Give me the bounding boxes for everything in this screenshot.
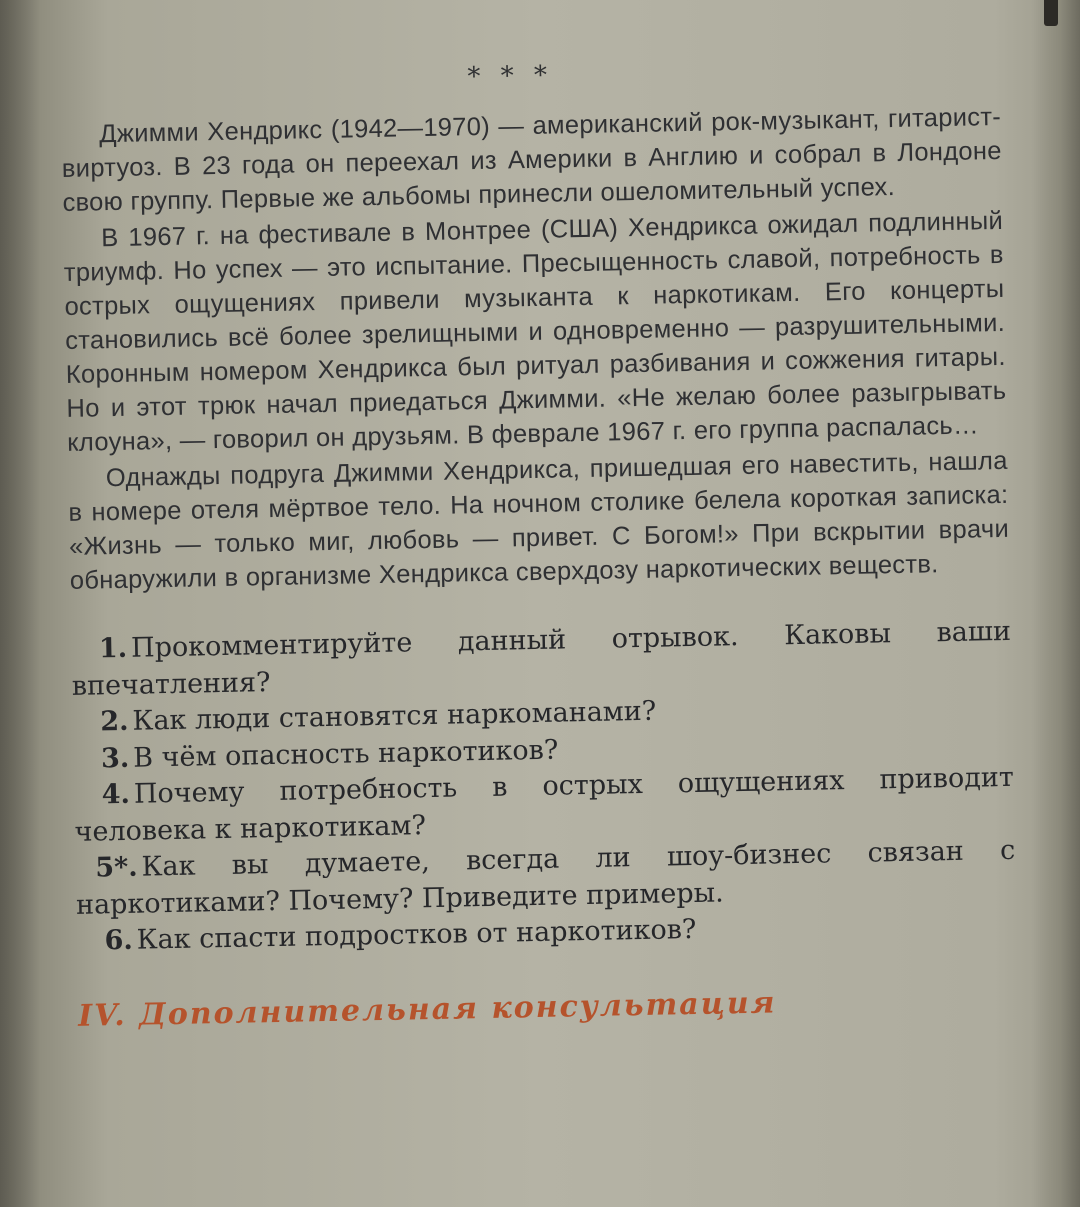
story-paragraph: Джимми Хендрикс (1942—1970) — американский рок-музыкант, гитарист-виртуоз. В 23 года он переехал из Америки в Англию и собрал в Лондоне свою группу. Первые же альбомы принесли ошеломительный успех. bbox=[61, 102, 1002, 217]
question-list bbox=[71, 614, 1017, 960]
question-text: Как спасти подростков от наркотиков? bbox=[136, 913, 697, 956]
question-text: Как люди становятся наркоманами? bbox=[132, 695, 657, 737]
question-number: 1. bbox=[98, 632, 128, 665]
story-text bbox=[61, 100, 1010, 598]
book-page bbox=[60, 52, 1018, 1033]
section-separator: * * * bbox=[467, 60, 554, 93]
next-section-heading: IV. Дополнительная консультация bbox=[77, 984, 777, 1034]
question-number: 6. bbox=[104, 924, 134, 957]
story-paragraph: В 1967 г. на фестивале в Монтрее (США) Хендрикса ожидал подлинный триумф. Но успех — это испытание. Пресыщенность славой, потребность в острых ощущениях привели музыканта к наркотикам. Его концерты становились всё более зрелищными и одновременно — разрушительными. Коронным номером Хендрикса был ритуал разбивания и сожжения гитары. Но и этот трюк начал приедаться Джимми. «Не желаю более разыгрывать клоуна», — говорил он друзьям. В феврале 1967 г. его группа распалась… bbox=[63, 206, 1007, 457]
page-shadow-right bbox=[1032, 0, 1080, 1207]
story-paragraph: Однажды подруга Джимми Хендрикса, пришедшая его навестить, нашла в номере отеля мёртвое тело. На ночном столике белела короткая записка: «Жизнь — только миг, любовь — привет. С Богом!» При вскрытии врачи обнаружили в организме Хендрикса сверхдозу наркотических веществ. bbox=[68, 446, 1010, 595]
question-text: Прокомментируйте данный отрывок. Каковы ваши впечатления? bbox=[71, 615, 1012, 702]
question-text: Почему потребность в острых ощущениях приводит человека к наркотикам? bbox=[74, 761, 1015, 848]
question-number: 2. bbox=[100, 705, 129, 738]
question-number: 4. bbox=[101, 778, 131, 811]
page-shadow-left bbox=[0, 0, 40, 1207]
question-number: 5*. bbox=[95, 851, 138, 884]
question-number: 3. bbox=[100, 742, 130, 774]
bookmark-corner bbox=[1044, 0, 1058, 26]
question-text: В чём опасность наркотиков? bbox=[132, 734, 559, 774]
question-text: Как вы думаете, всегда ли шоу-бизнес связан с наркотиками? Почему? Приведите примеры. bbox=[75, 834, 1016, 921]
